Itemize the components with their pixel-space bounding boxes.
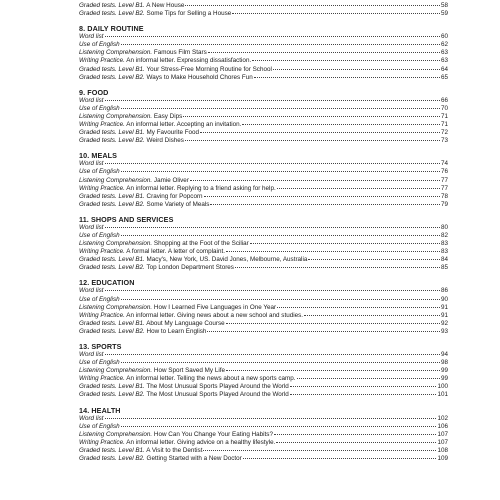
toc-page-number: 100 (437, 383, 448, 391)
toc-page-number: 102 (437, 414, 448, 422)
toc-entry-label (79, 113, 182, 121)
toc-entry-kind: Listening Comprehension. (79, 303, 153, 311)
toc-entry-title: About My Language Course (144, 319, 225, 327)
toc-entry-kind: Word list (79, 414, 104, 422)
section-heading: 14. HEALTH (79, 405, 121, 415)
toc-entry-label (79, 10, 231, 18)
toc-entry[interactable] (79, 49, 448, 57)
toc-entry[interactable] (79, 256, 448, 264)
dot-leader (250, 243, 440, 244)
toc-entry-title: Shopping at the Foot of the Sciliar (152, 240, 249, 248)
toc-entry-kind: Graded tests. Level B1. (79, 129, 145, 137)
toc-entry-label (79, 232, 120, 240)
toc-entry-title: My Favourite Food (144, 129, 200, 137)
toc-entry[interactable] (79, 312, 448, 320)
section-heading: 9. FOOD (79, 87, 109, 97)
toc-entry-label (79, 367, 225, 375)
toc-entry-label (79, 312, 303, 320)
toc-page-number: 90 (440, 295, 448, 303)
dot-leader (185, 5, 440, 6)
toc-entry[interactable] (79, 415, 448, 423)
toc-entry-label (79, 2, 184, 10)
dot-leader (290, 386, 437, 387)
toc-entry-kind: Word list (79, 160, 104, 168)
toc-page-number: 107 (437, 438, 448, 446)
toc-entry-kind: Use of English (79, 168, 120, 176)
toc-entry-label (79, 185, 276, 193)
toc-page-number: 60 (440, 33, 448, 41)
toc-entry-title: An informal letter. Replying to a friend asking for help. (124, 184, 276, 192)
toc-entry-label (79, 74, 253, 82)
toc-page-number: 98 (440, 359, 448, 367)
toc-entry[interactable] (79, 287, 448, 295)
toc-page-number: 106 (437, 422, 448, 430)
dot-leader (208, 52, 440, 53)
dot-leader (273, 69, 440, 70)
toc-entry-title: How to Learn English (144, 327, 207, 335)
toc-page-number: 92 (440, 319, 448, 327)
toc-page-number: 84 (440, 256, 448, 264)
toc-page-number: 101 (437, 391, 448, 399)
toc-entry-kind: Writing Practice. (79, 311, 125, 319)
toc-page-number: 83 (440, 248, 448, 256)
toc-entry-kind: Listening Comprehension. (79, 112, 153, 120)
toc-entry-title: Jamie Oliver (152, 176, 189, 184)
toc-entry-label (79, 264, 234, 272)
dot-leader (242, 124, 440, 125)
toc-page-number: 73 (440, 137, 448, 145)
toc-entry-kind: Word list (79, 351, 104, 358)
toc-entry-title: An informal letter. Giving news about a new school and studies. (124, 311, 304, 319)
toc-entry-kind: Graded tests. Level B1. (79, 256, 145, 264)
toc-page-number: 77 (440, 176, 448, 184)
toc-entry-label (79, 240, 249, 248)
toc-page-number: 66 (440, 96, 448, 104)
toc-entry-title: Some Variety of Meals (144, 200, 210, 208)
toc-entry[interactable] (79, 41, 448, 49)
toc-entry[interactable] (79, 232, 448, 240)
dot-leader (235, 267, 440, 268)
toc-entry-title: Top London Department Stores (144, 264, 234, 272)
toc-page-number: 86 (440, 287, 448, 295)
toc-entry-label (79, 248, 225, 256)
toc-entry-title: Famous Film Stars (152, 49, 207, 57)
toc-entry[interactable] (79, 328, 448, 336)
toc-entry-kind: Writing Practice. (79, 248, 125, 256)
toc-entry-kind: Listening Comprehension. (79, 430, 153, 438)
toc-entry[interactable] (79, 160, 448, 168)
toc-entry[interactable] (79, 320, 448, 328)
toc-entry-label (79, 66, 272, 74)
toc-entry-kind: Listening Comprehension. (79, 49, 153, 57)
toc-entry-label (79, 168, 120, 176)
toc-entry-kind: Use of English (79, 359, 120, 367)
toc-entry-kind: Graded tests. Level B1. (79, 319, 145, 327)
dot-leader (105, 354, 440, 355)
dot-leader (226, 323, 440, 324)
toc-entry-title: Getting Started with a New Doctor (144, 455, 242, 463)
dot-leader (183, 116, 440, 117)
dot-leader (304, 315, 440, 316)
dot-leader (226, 370, 440, 371)
toc-entry-title: Easy Dips (152, 112, 183, 120)
toc-entry-title: A New House (144, 2, 185, 9)
toc-page-number: 76 (440, 168, 448, 176)
toc-entry-label (79, 97, 104, 105)
dot-leader (274, 434, 437, 435)
toc-page-number: 99 (440, 375, 448, 383)
toc-entry[interactable] (79, 248, 448, 256)
toc-entry-kind: Graded tests. Level B2. (79, 73, 145, 81)
toc-entry-kind: Graded tests. Level B2. (79, 10, 145, 18)
dot-leader (277, 307, 440, 308)
dot-leader (105, 227, 440, 228)
dot-leader (105, 163, 440, 164)
toc-entry[interactable] (79, 201, 448, 209)
section-heading: 12. EDUCATION (79, 278, 135, 288)
dot-leader (226, 251, 440, 252)
toc-entry-kind: Use of English (79, 231, 120, 239)
toc-page-number: 63 (440, 49, 448, 57)
toc-page-number: 58 (440, 2, 448, 9)
toc-entry-label (79, 160, 104, 168)
toc-entry-title: Ways to Make Household Chores Fun (144, 73, 253, 81)
toc-entry-kind: Graded tests. Level B2. (79, 137, 145, 145)
dot-leader (207, 331, 440, 332)
toc-entry-kind: Writing Practice. (79, 121, 125, 129)
toc-entry-title: An informal letter. Expressing dissatisfaction. (124, 57, 252, 65)
toc-entry-kind: Graded tests. Level B2. (79, 200, 145, 208)
toc-entry-label (79, 129, 199, 137)
toc-entry[interactable] (79, 391, 448, 399)
toc-entry-kind: Writing Practice. (79, 438, 125, 446)
dot-leader (121, 108, 440, 109)
toc-entry-kind: Graded tests. Level B1. (79, 383, 145, 391)
toc-page-number: 99 (440, 367, 448, 375)
toc-entry[interactable] (79, 367, 448, 375)
toc-entry-label (79, 177, 189, 185)
toc-entry-kind: Word list (79, 287, 104, 295)
toc-page-number: 70 (440, 104, 448, 112)
section-heading: 8. DAILY ROUTINE (79, 24, 144, 34)
toc-entry-title: An informal letter. Telling the news about a new sports camp. (124, 375, 296, 383)
dot-leader (308, 259, 440, 260)
toc-entry[interactable] (79, 137, 448, 145)
toc-entry[interactable] (79, 224, 448, 232)
toc-entry[interactable] (79, 57, 448, 65)
dot-leader (105, 100, 440, 101)
toc-entry-title: An informal letter. Giving advice on a healthy lifestyle. (124, 438, 276, 446)
toc-page-number: 91 (440, 303, 448, 311)
toc-entry[interactable] (79, 113, 448, 121)
toc-entry[interactable] (79, 105, 448, 113)
toc-entry[interactable] (79, 97, 448, 105)
toc-entry-title: An informal letter. Accepting an invitation. (124, 121, 242, 129)
toc-entry-title: Macy's, New York, US. David Jones, Melbourne, Australia (144, 256, 308, 264)
dot-leader (232, 13, 440, 14)
toc-entry-kind: Word list (79, 96, 104, 104)
dot-leader (254, 77, 440, 78)
intro-lines (79, 2, 448, 18)
dot-leader (185, 140, 440, 141)
toc-page-number: 72 (440, 129, 448, 137)
toc-page-number: 65 (440, 73, 448, 81)
toc-entry-kind: Writing Practice. (79, 57, 125, 65)
toc-page-number: 62 (440, 41, 448, 49)
toc-entry-label (79, 41, 120, 49)
toc-entry[interactable] (79, 351, 448, 359)
dot-leader (121, 362, 440, 363)
toc-entry[interactable] (79, 264, 448, 272)
toc-page-number: 91 (440, 311, 448, 319)
toc-page-number: 64 (440, 65, 448, 73)
toc-entry-title: How Sport Saved My Life (152, 367, 225, 375)
toc-entry[interactable] (79, 383, 448, 391)
toc-entry-label (79, 375, 296, 383)
toc-page-number: 78 (440, 192, 448, 200)
section-heading: 10. MEALS (79, 151, 118, 161)
toc-entry-label (79, 304, 276, 312)
toc-entry-kind: Use of English (79, 422, 120, 430)
toc-entry-kind: Use of English (79, 41, 120, 49)
section-heading: 13. SPORTS (79, 342, 122, 351)
toc-entry-label (79, 447, 202, 455)
toc-entry-kind: Word list (79, 33, 104, 41)
sections-list (79, 18, 448, 463)
section-heading: 11. SHOPS AND SERVICES (79, 214, 174, 224)
toc-page-number: 79 (440, 200, 448, 208)
toc-entry[interactable] (79, 423, 448, 431)
toc-page-number: 59 (440, 10, 448, 18)
toc-entry[interactable] (79, 304, 448, 312)
dot-leader (276, 442, 436, 443)
toc-entry-label (79, 423, 120, 431)
toc-entry-label (79, 415, 104, 423)
toc-entry-kind: Graded tests. Level B1. (79, 65, 145, 73)
toc-page-number: 83 (440, 240, 448, 248)
dot-leader (121, 44, 440, 45)
dot-leader (105, 290, 440, 291)
toc-entry[interactable] (79, 66, 448, 74)
toc-entry-kind: Use of English (79, 104, 120, 112)
toc-entry-kind: Graded tests. Level B2. (79, 327, 145, 335)
toc-page-number: 71 (440, 112, 448, 120)
toc-entry[interactable] (79, 177, 448, 185)
toc-entry-label (79, 201, 209, 209)
dot-leader (190, 180, 440, 181)
toc-entry[interactable] (79, 375, 448, 383)
dot-leader (105, 418, 437, 419)
toc-entry-title: Some Tips for Selling a House (144, 10, 232, 18)
toc-entry-kind: Listening Comprehension. (79, 367, 153, 375)
toc-page-number: 108 (437, 446, 448, 454)
dot-leader (204, 196, 440, 197)
dot-leader (252, 60, 440, 61)
toc-entry-label (79, 351, 104, 359)
toc-entry-label (79, 121, 241, 129)
toc-page-number: 109 (437, 455, 448, 463)
toc-entry[interactable] (79, 447, 448, 455)
dot-leader (297, 378, 440, 379)
dot-leader (243, 458, 437, 459)
toc-page-number: 107 (437, 430, 448, 438)
dot-leader (200, 132, 440, 133)
toc-entry-kind: Listening Comprehension. (79, 240, 153, 248)
dot-leader (203, 450, 436, 451)
toc-page-number: 77 (440, 184, 448, 192)
toc-page-number: 63 (440, 57, 448, 65)
toc-entry[interactable] (79, 439, 448, 447)
dot-leader (121, 171, 440, 172)
toc-entry[interactable] (79, 240, 448, 248)
toc-entry-kind: Graded tests. Level B2. (79, 455, 145, 463)
toc-entry-label (79, 383, 289, 391)
toc-page-number: 85 (440, 264, 448, 272)
toc-entry-label (79, 455, 242, 463)
toc-page-number: 74 (440, 160, 448, 168)
toc-entry[interactable] (79, 431, 448, 439)
toc-page-number: 71 (440, 121, 448, 129)
toc-entry-label (79, 57, 251, 65)
dot-leader (121, 426, 437, 427)
toc-entry-kind: Graded tests. Level B1. (79, 2, 145, 9)
toc-entry[interactable] (79, 129, 448, 137)
toc-page-number: 93 (440, 327, 448, 335)
toc-entry-label (79, 431, 273, 439)
toc-page-number: 94 (440, 351, 448, 358)
toc-page-number: 82 (440, 231, 448, 239)
dot-leader (277, 188, 440, 189)
toc-entry-title: The Most Unusual Sports Played Around the World (144, 383, 289, 391)
toc-entry-label (79, 193, 203, 201)
toc-entry-label (79, 359, 120, 367)
toc-entry-label (79, 33, 104, 41)
dot-leader (121, 235, 440, 236)
toc-entry-label (79, 391, 289, 399)
toc-entry-title: The Most Unusual Sports Played Around the World (144, 391, 289, 399)
toc-entry-kind: Graded tests. Level B2. (79, 264, 145, 272)
toc-entry-label (79, 224, 104, 232)
toc-entry[interactable] (79, 2, 448, 10)
toc-entry-kind: Listening Comprehension. (79, 176, 153, 184)
toc-entry[interactable] (79, 74, 448, 82)
toc-entry-kind: Use of English (79, 295, 120, 303)
dot-leader (290, 394, 437, 395)
toc-entry-kind: Graded tests. Level B1. (79, 192, 145, 200)
dot-leader (121, 299, 440, 300)
toc-entry[interactable] (79, 10, 448, 18)
toc-entry[interactable] (79, 121, 448, 129)
toc-entry-title: Weird Dishes (144, 137, 184, 145)
toc-entry[interactable] (79, 168, 448, 176)
toc-entry[interactable] (79, 33, 448, 41)
toc-entry-title: How I Learned Five Languages in One Year (152, 303, 277, 311)
toc-entry-label (79, 439, 275, 447)
dot-leader (210, 204, 440, 205)
toc-page-number: 80 (440, 223, 448, 231)
toc-entry-title: How Can You Change Your Eating Habits? (152, 430, 273, 438)
toc-entry[interactable] (79, 455, 448, 463)
toc-entry-title: Your Stress-Free Morning Routine for School (144, 65, 272, 73)
toc-entry-label (79, 328, 206, 336)
toc-entry-label (79, 137, 184, 145)
toc-entry-label (79, 287, 104, 295)
toc-entry-kind: Writing Practice. (79, 375, 125, 383)
toc-entry[interactable] (79, 193, 448, 201)
toc-entry-kind: Graded tests. Level B1. (79, 446, 145, 454)
toc-entry-label (79, 320, 225, 328)
toc-entry[interactable] (79, 296, 448, 304)
toc-entry-label (79, 256, 307, 264)
toc-entry-label (79, 296, 120, 304)
toc-entry-label (79, 49, 207, 57)
toc-entry-kind: Graded tests. Level B2. (79, 391, 145, 399)
toc-entry-title: A formal letter. A letter of complaint. (124, 248, 225, 256)
toc-entry[interactable] (79, 185, 448, 193)
dot-leader (105, 36, 440, 37)
toc-entry-kind: Word list (79, 223, 104, 231)
toc-entry-label (79, 105, 120, 113)
toc-entry-kind: Writing Practice. (79, 184, 125, 192)
toc-entry[interactable] (79, 359, 448, 367)
toc-entry-title: A Visit to the Dentist (144, 446, 203, 454)
toc-entry-title: Craving for Popcorn (144, 192, 203, 200)
